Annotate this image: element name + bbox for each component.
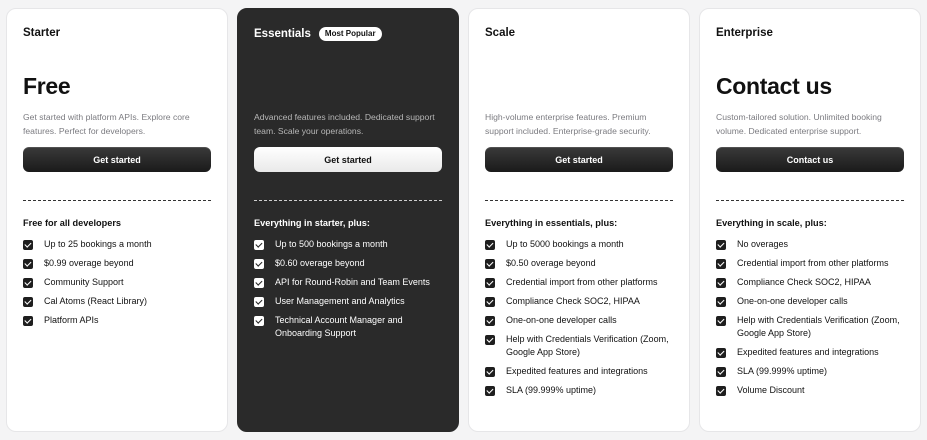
feature-item xyxy=(23,295,219,308)
plan-header xyxy=(485,27,515,39)
feature-label: Up to 500 bookings a month xyxy=(275,239,388,249)
plan-header xyxy=(716,27,773,39)
feature-item xyxy=(254,238,450,251)
feature-label: Community Support xyxy=(44,277,124,287)
feature-item xyxy=(716,384,912,397)
checkbox-checked-icon xyxy=(716,316,726,326)
feature-label: One-on-one developer calls xyxy=(506,315,617,325)
checkbox-checked-icon xyxy=(23,278,33,288)
plan-card-scale xyxy=(468,8,690,432)
feature-item xyxy=(23,276,219,289)
feature-item xyxy=(716,295,912,308)
checkbox-checked-icon xyxy=(716,348,726,358)
dashed-divider xyxy=(254,200,442,201)
feature-list xyxy=(485,238,681,403)
plan-description: Advanced features included. Dedicated support team. Scale your operations. xyxy=(254,112,435,136)
feature-item xyxy=(485,257,681,270)
feature-label: Volume Discount xyxy=(737,385,805,396)
feature-list xyxy=(254,238,450,346)
dashed-divider xyxy=(716,200,904,201)
feature-label: Credential import from other platforms xyxy=(737,258,889,268)
checkbox-checked-icon xyxy=(23,316,33,326)
feature-label: Help with Credentials Verification (Zoom, Google App Store) xyxy=(506,334,669,358)
feature-label: Up to 25 bookings a month xyxy=(44,239,152,249)
plan-header xyxy=(23,27,60,39)
most-popular-badge: Most Popular xyxy=(319,27,382,41)
feature-item xyxy=(254,257,450,270)
feature-item xyxy=(716,238,912,251)
feature-label: API for Round-Robin and Team Events xyxy=(275,277,430,287)
feature-item xyxy=(716,365,912,378)
checkbox-checked-icon xyxy=(23,240,33,250)
checkbox-checked-icon xyxy=(23,259,33,269)
feature-item xyxy=(485,333,681,360)
feature-label: $0.50 overage beyond xyxy=(506,258,596,268)
checkbox-checked-icon xyxy=(485,240,495,250)
checkbox-checked-icon xyxy=(485,278,495,288)
checkbox-checked-icon xyxy=(254,278,264,288)
plan-description: Get started with platform APIs. Explore core features. Perfect for developers. xyxy=(23,112,190,136)
plan-description: High-volume enterprise features. Premium support included. Enterprise-grade security. xyxy=(485,112,651,136)
checkbox-checked-icon xyxy=(485,386,495,396)
feature-item xyxy=(23,314,219,327)
plan-price: Free xyxy=(23,73,71,99)
feature-item xyxy=(485,238,681,251)
contact-us-button[interactable]: Contact us xyxy=(716,147,904,172)
plan-card-essentials xyxy=(237,8,459,432)
feature-item xyxy=(254,295,450,308)
plan-tier-name: Starter xyxy=(23,27,61,39)
plan-description: Custom-tailored solution. Unlimited booking volume. Dedicated enterprise support. xyxy=(716,112,882,136)
dashed-divider xyxy=(23,200,211,201)
checkbox-checked-icon xyxy=(485,335,495,345)
feature-item xyxy=(485,384,681,397)
checkbox-checked-icon xyxy=(716,259,726,269)
feature-label: No overages xyxy=(737,239,789,249)
checkbox-checked-icon xyxy=(254,297,264,307)
feature-item xyxy=(716,257,912,270)
feature-item xyxy=(485,365,681,378)
plan-tier-name: Enterprise xyxy=(716,27,773,39)
feature-item xyxy=(23,238,219,251)
checkbox-checked-icon xyxy=(716,367,726,377)
checkbox-checked-icon xyxy=(485,367,495,377)
checkbox-checked-icon xyxy=(485,316,495,326)
plan-tier-name: Essentials xyxy=(254,28,311,40)
feature-label: User Management and Analytics xyxy=(275,296,405,306)
checkbox-checked-icon xyxy=(254,240,264,250)
feature-item xyxy=(716,276,912,289)
checkbox-checked-icon xyxy=(485,297,495,307)
checkbox-checked-icon xyxy=(23,297,33,307)
plan-card-enterprise xyxy=(699,8,921,432)
feature-label: SLA (99.999% uptime) xyxy=(737,366,828,377)
feature-label: Credential import from other platforms xyxy=(506,277,658,287)
feature-label: $0.99 overage beyond xyxy=(44,258,134,268)
features-title: Everything in starter, plus: xyxy=(254,218,370,228)
checkbox-checked-icon xyxy=(254,259,264,269)
get-started-button[interactable]: Get started xyxy=(23,147,211,172)
feature-label: Compliance Check SOC2, HIPAA xyxy=(737,277,871,287)
plan-header xyxy=(254,27,382,41)
feature-list xyxy=(23,238,219,333)
feature-label: Technical Account Manager and Onboarding Support xyxy=(275,315,403,339)
checkbox-checked-icon xyxy=(716,386,726,396)
plan-price: Contact us xyxy=(716,73,832,99)
plan-card-starter xyxy=(6,8,228,432)
feature-label: Help with Credentials Verification (Zoom, Google App Store) xyxy=(737,315,900,339)
feature-item xyxy=(485,314,681,327)
dashed-divider xyxy=(485,200,673,201)
checkbox-checked-icon xyxy=(716,278,726,288)
feature-label: Expedited features and integrations xyxy=(506,366,648,377)
feature-item xyxy=(485,295,681,308)
checkbox-checked-icon xyxy=(254,316,264,326)
plan-tier-name: Scale xyxy=(485,27,516,39)
feature-label: One-on-one developer calls xyxy=(737,296,848,306)
get-started-button[interactable]: Get started xyxy=(485,147,673,172)
feature-item xyxy=(485,276,681,289)
feature-label: Expedited features and integrations xyxy=(737,347,879,358)
feature-item xyxy=(254,276,450,289)
checkbox-checked-icon xyxy=(716,297,726,307)
checkbox-checked-icon xyxy=(485,259,495,269)
feature-label: $0.60 overage beyond xyxy=(275,258,365,268)
feature-item xyxy=(23,257,219,270)
feature-label: Compliance Check SOC2, HIPAA xyxy=(506,296,640,306)
feature-label: Cal Atoms (React Library) xyxy=(44,296,148,306)
feature-item xyxy=(254,314,450,341)
feature-list xyxy=(716,238,912,403)
features-title: Free for all developers xyxy=(23,218,122,228)
features-title: Everything in scale, plus: xyxy=(716,218,827,228)
feature-label: Up to 5000 bookings a month xyxy=(506,239,624,249)
feature-item xyxy=(716,314,912,341)
feature-label: SLA (99.999% uptime) xyxy=(506,385,597,396)
checkbox-checked-icon xyxy=(716,240,726,250)
features-title: Everything in essentials, plus: xyxy=(485,218,618,228)
feature-item xyxy=(716,346,912,359)
feature-label: Platform APIs xyxy=(44,315,99,325)
get-started-button[interactable]: Get started xyxy=(254,147,442,172)
